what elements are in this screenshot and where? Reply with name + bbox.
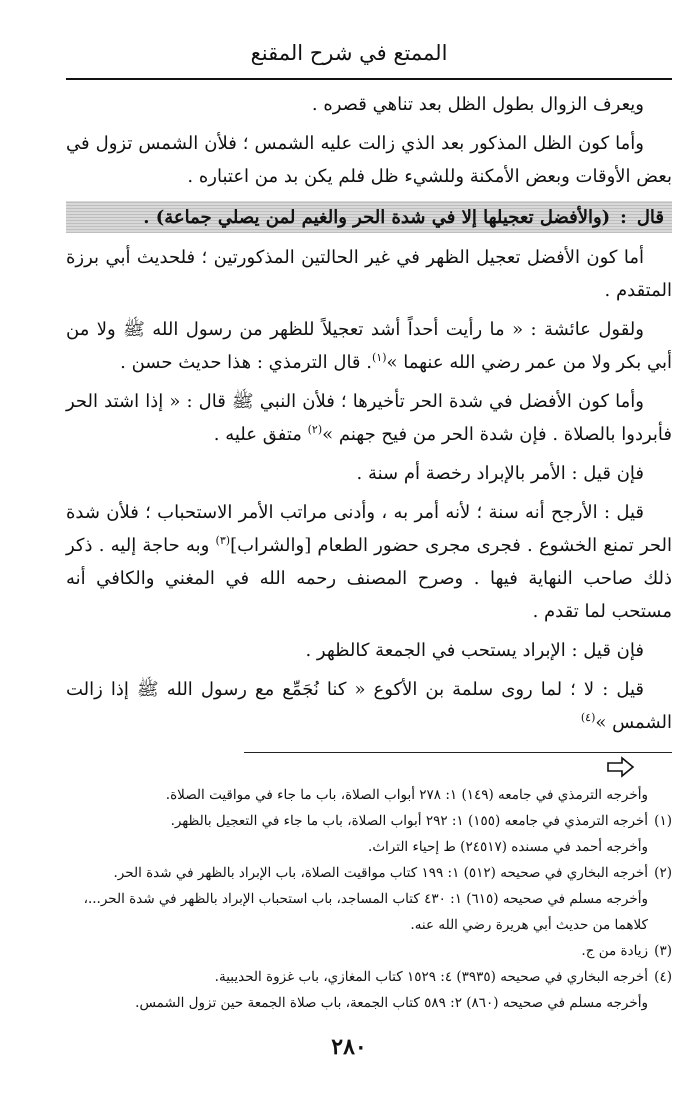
footnote-3 [66, 940, 672, 962]
footnote-1 [66, 810, 672, 832]
footnote-number: (٤) [654, 969, 672, 985]
paragraph [66, 313, 672, 379]
paragraph: فإن قيل : الأمر بالإبراد رخصة أم سنة . [356, 463, 644, 484]
paragraph [66, 385, 672, 451]
paragraph [66, 673, 672, 739]
running-header-title: الممتع في شرح المقنع [250, 41, 448, 65]
footnote-text: أخرجه البخاري في صحيحه (٣٩٣٥) ٤: ١٥٢٩ كتاب المغازي، باب غزوة الحديبية. [214, 969, 648, 985]
footnote-ref: (٣) [215, 534, 231, 547]
paragraph-text: وأما كون الأفضل في شدة الحر تأخيرها ؛ فلأن النبي ﷺ قال : « إذا اشتد الحر فأبردوا بالصلاة . فإن شدة الحر من فيح جهنم » [66, 391, 672, 445]
paragraph: فإن قيل : الإبراد يستحب في الجمعة كالظهر . [305, 640, 644, 661]
footnote-text: أخرجه البخاري في صحيحه (٥١٢) ١: ١٩٩ كتاب مواقيت الصلاة، باب الإبراد بالظهر في شدة الحر. [113, 865, 648, 881]
header-rule [66, 78, 672, 80]
paragraph: وأما كون الظل المذكور بعد الذي زالت عليه الشمس ؛ فلأن الشمس تزول في بعض الأوقات وبعض الأمكنة وللشيء ظل فلم يكن بد من اعتباره . [66, 133, 672, 187]
heading-text: (والأفضل تعجيلها إلا في شدة الحر والغيم لمن يصلي جماعة) . [143, 206, 611, 228]
footnotes [66, 784, 672, 1018]
footnote-ref: (١) [371, 351, 387, 364]
paragraph: أما كون الأفضل تعجيل الظهر في غير الحالتين المذكورتين ؛ فلحديث أبي برزة المتقدم . [66, 247, 672, 301]
footnote-ref: (٢) [307, 423, 323, 436]
footnote-text: زيادة من ج. [581, 943, 648, 959]
footnote-ref: (٤) [580, 711, 596, 724]
paragraph-text: . قال الترمذي : هذا حديث حسن . [120, 352, 372, 373]
footnote-2 [66, 862, 672, 884]
heading-colon: : [620, 206, 627, 228]
main-text [66, 88, 672, 745]
paragraph-text: متفق عليه . [213, 424, 308, 445]
arrow-right-icon [606, 756, 636, 778]
paragraph [66, 496, 672, 628]
paragraph: ويعرف الزوال بطول الظل بعد تناهي قصره . [311, 94, 644, 115]
footnote-line: وأخرجه مسلم في صحيحه (٦١٥) ١: ٤٣٠ كتاب المساجد، باب استحباب الإبراد بالظهر في شدة الحر...، [83, 891, 648, 907]
footnote-line: كلاهما من حديث أبي هريرة رضي الله عنه. [410, 917, 648, 933]
paragraph-text: ولقول عائشة : « ما رأيت أحداً أشد تعجيلاً للظهر من رسول الله ﷺ ولا من أبي بكر ولا من عمر رضي الله عنهما » [66, 319, 672, 373]
footnote-line: وأخرجه مسلم في صحيحه (٨٦٠) ٢: ٥٨٩ كتاب الجمعة، باب صلاة الجمعة حين تزول الشمس. [135, 995, 648, 1011]
footnote-number: (٢) [654, 865, 672, 881]
paragraph-text: قيل : لا ؛ لما روى سلمة بن الأكوع « كنا نُجَمِّع مع رسول الله ﷺ إذا زالت الشمس » [66, 679, 672, 733]
page-number: ٢٨٠ [331, 1034, 367, 1060]
qal-label: قال [636, 206, 664, 228]
paragraph-text: قيل : الأرجح أنه سنة ؛ لأنه أمر به ، وأدنى مراتب الأمر الاستحباب ؛ فلأن شدة الحر تمنع الخشوع . فجرى مجرى حضور الطعام [والشراب] [66, 502, 673, 556]
paragraph-text: وبه حاجة إليه . ذكر ذلك صاحب النهاية فيها . وصرح المصنف رحمه الله في المغني والكافي أنه مستحب لما تقدم . [66, 535, 672, 622]
section-heading [66, 201, 672, 233]
footnote-line: وأخرجه الترمذي في جامعه (١٤٩) ١: ٢٧٨ أبواب الصلاة، باب ما جاء في مواقيت الصلاة. [165, 787, 648, 803]
footnote-line: وأخرجه أحمد في مسنده (٢٤٥١٧) ط إحياء التراث. [368, 839, 648, 855]
footnote-4 [66, 966, 672, 988]
footnote-separator [244, 752, 672, 753]
footnote-number: (١) [654, 813, 672, 829]
footnote-number: (٣) [654, 943, 672, 959]
footnote-text: أخرجه الترمذي في جامعه (١٥٥) ١: ٢٩٢ أبواب الصلاة، باب ما جاء في التعجيل بالظهر. [170, 813, 648, 829]
